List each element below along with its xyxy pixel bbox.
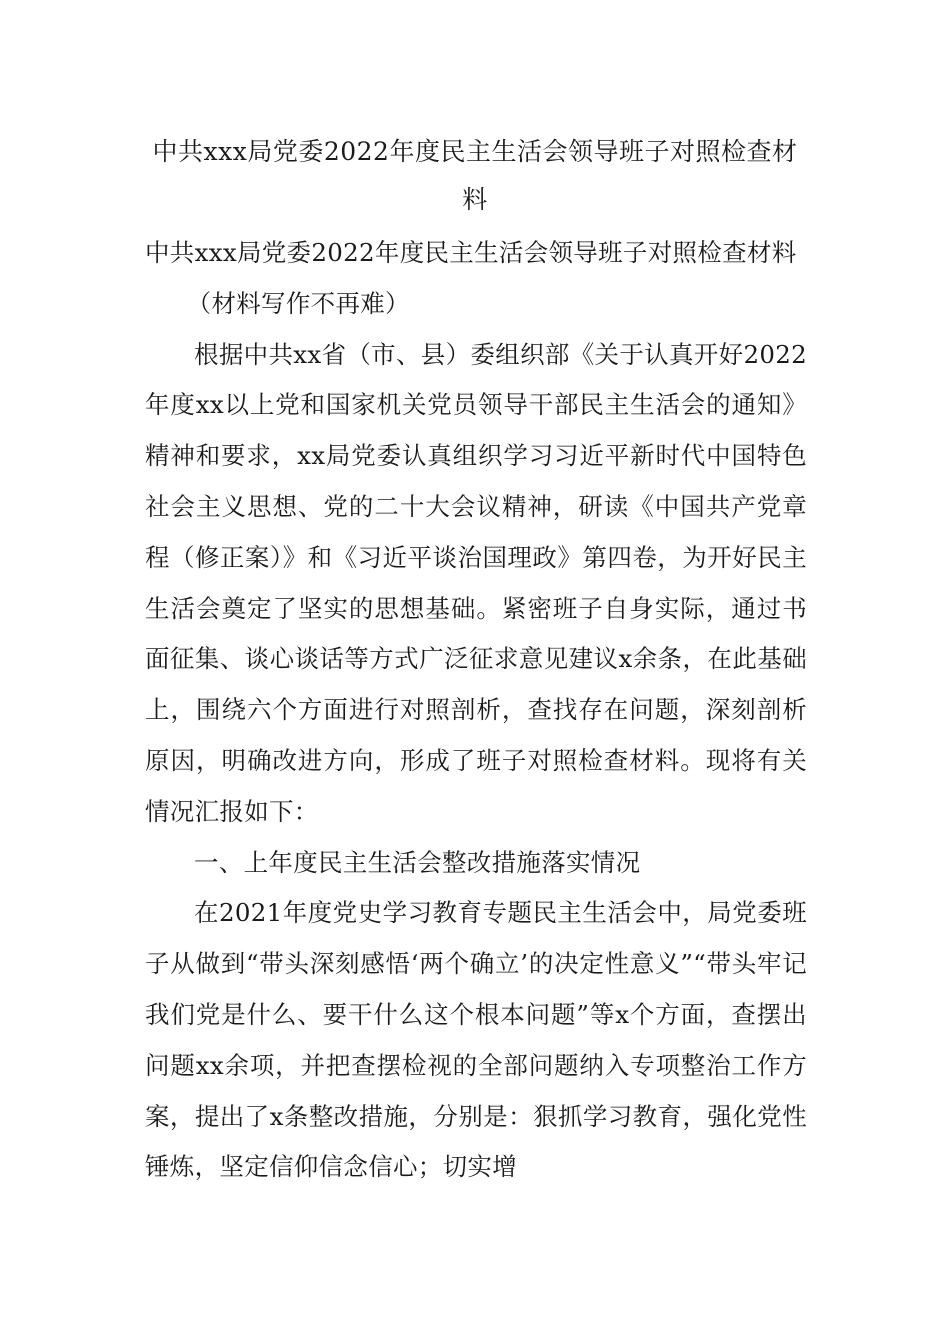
paragraph-section-1: 在2021年度党史学习教育专题民主生活会中，局党委班子从做到“带头深刻感悟‘两个确立’的决定性意义”“带头牢记我们党是什么、要干什么这个根本问题”等x个方面，查摆出问题xx余项，并把查摆检视的全部问题纳入专项整治工作方案，提出了x条整改措施，分别是：狠抓学习教育，强化党性锤炼，坚定信仰信念信心；切实增: [145, 898, 807, 1182]
paragraph-intro: 根据中共xx省（市、县）委组织部《关于认真开好2022年度xx以上党和国家机关党员领导干部民主生活会的通知》精神和要求，xx局党委认真组织学习习近平新时代中国特色社会主义思想、党的二十大会议精神，研读《中国共产党章程（修正案）》和《习近平谈治国理政》第四卷，为开好民主生活会奠定了坚实的思想基础。紧密班子自身实际，通过书面征集、谈心谈话等方式广泛征求意见建议x余条，在此基础上，围绕六个方面进行对照剖析，查找存在问题，深刻剖析原因，明确改进方向，形成了班子对照检查材料。现将有关情况汇报如下：: [145, 339, 807, 826]
document-note: （材料写作不再难）: [186, 288, 410, 318]
document-body: [145, 228, 807, 1193]
document-subtitle: 中共xxx局党委2022年度民主生活会领导班子对照检查材料: [145, 238, 797, 267]
section-heading-1: 一、上年度民主生活会整改措施落实情况: [194, 847, 641, 877]
document-title: 中共xxx局党委2022年度民主生活会领导班子对照检查材料: [152, 137, 798, 214]
